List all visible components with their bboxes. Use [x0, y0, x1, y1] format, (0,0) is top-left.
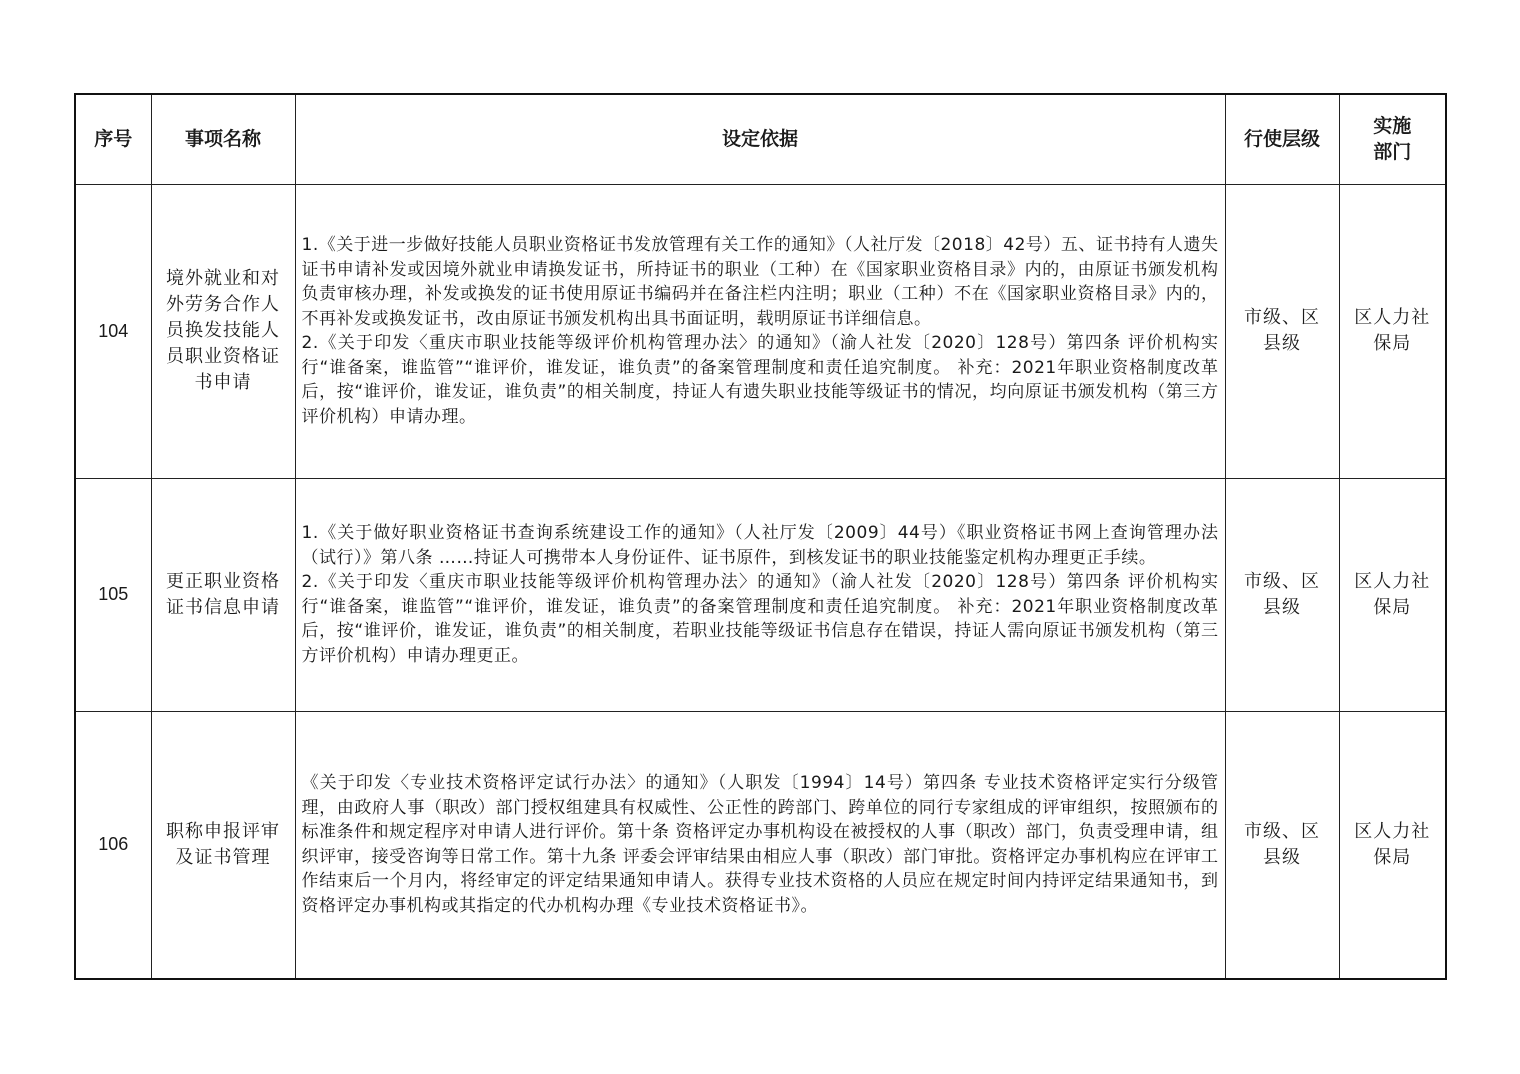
exercise-level: 市级、区县级	[1225, 184, 1339, 478]
implementing-dept: 区人力社保局	[1339, 478, 1446, 711]
item-name: 境外就业和对外劳务合作人员换发技能人员职业资格证书申请	[151, 184, 295, 478]
header-level: 行使层级	[1225, 94, 1339, 184]
header-dept: 实施 部门	[1339, 94, 1446, 184]
header-basis: 设定依据	[295, 94, 1225, 184]
row-number: 106	[75, 711, 151, 979]
row-number: 104	[75, 184, 151, 478]
table-row	[75, 478, 1446, 711]
basis-paragraph: 1.《关于做好职业资格证书查询系统建设工作的通知》（人社厅发〔2009〕44号）《职业资格证书网上查询管理办法（试行）》第八条 ……持证人可携带本人身份证件、证书原件，到核发证书的职业技能鉴定机构办理更正手续。	[301, 523, 1219, 568]
table-row	[75, 711, 1446, 979]
exercise-level: 市级、区县级	[1225, 478, 1339, 711]
items-table	[74, 93, 1447, 980]
item-name: 更正职业资格证书信息申请	[151, 478, 295, 711]
header-name: 事项名称	[151, 94, 295, 184]
item-name: 职称申报评审及证书管理	[151, 711, 295, 979]
row-number: 105	[75, 478, 151, 711]
legal-basis	[295, 711, 1225, 979]
implementing-dept: 区人力社保局	[1339, 184, 1446, 478]
table-row	[75, 184, 1446, 478]
legal-basis	[295, 478, 1225, 711]
header-num: 序号	[75, 94, 151, 184]
basis-paragraph: 2.《关于印发〈重庆市职业技能等级评价机构管理办法〉的通知》（渝人社发〔2020〕128号）第四条 评价机构实行“谁备案，谁监管”“谁评价，谁发证，谁负责”的备案管理制度和责任追究制度。 补充：2021年职业资格制度改革后，按“谁评价，谁发证，谁负责”的相关制度，持证人有遗失职业技能等级证书的情况，均向原证书颁发机构（第三方评价机构）申请办理。	[301, 333, 1219, 427]
implementing-dept: 区人力社保局	[1339, 711, 1446, 979]
basis-paragraph: 1.《关于进一步做好技能人员职业资格证书发放管理有关工作的通知》（人社厅发〔2018〕42号）五、证书持有人遗失证书申请补发或因境外就业申请换发证书，所持证书的职业（工种）在《国家职业资格目录》内的，由原证书颁发机构负责审核办理，补发或换发的证书使用原证书编码并在备注栏内注明；职业（工种）不在《国家职业资格目录》内的，不再补发或换发证书，改由原证书颁发机构出具书面证明，载明原证书详细信息。	[301, 235, 1219, 329]
basis-paragraph: 2.《关于印发〈重庆市职业技能等级评价机构管理办法〉的通知》（渝人社发〔2020〕128号）第四条 评价机构实行“谁备案，谁监管”“谁评价，谁发证，谁负责”的备案管理制度和责任追究制度。 补充：2021年职业资格制度改革后，按“谁评价，谁发证，谁负责”的相关制度，若职业技能等级证书信息存在错误，持证人需向原证书颁发机构（第三方评价机构）申请办理更正。	[301, 572, 1219, 666]
legal-basis	[295, 184, 1225, 478]
basis-paragraph: 《关于印发〈专业技术资格评定试行办法〉的通知》（人职发〔1994〕14号）第四条 专业技术资格评定实行分级管理，由政府人事（职改）部门授权组建具有权威性、公正性的跨部门、跨单位的同行专家组成的评审组织，按照颁布的标准条件和规定程序对申请人进行评价。第十条 资格评定办事机构设在被授权的人事（职改）部门，负责受理申请，组织评审，接受咨询等日常工作。第十九条 评委会评审结果由相应人事（职改）部门审批。资格评定办事机构应在评审工作结束后一个月内，将经审定的评定结果通知申请人。获得专业技术资格的人员应在规定时间内持评定结果通知书，到资格评定办事机构或其指定的代办机构办理《专业技术资格证书》。	[301, 773, 1219, 916]
table-header-row	[75, 94, 1446, 184]
exercise-level: 市级、区县级	[1225, 711, 1339, 979]
